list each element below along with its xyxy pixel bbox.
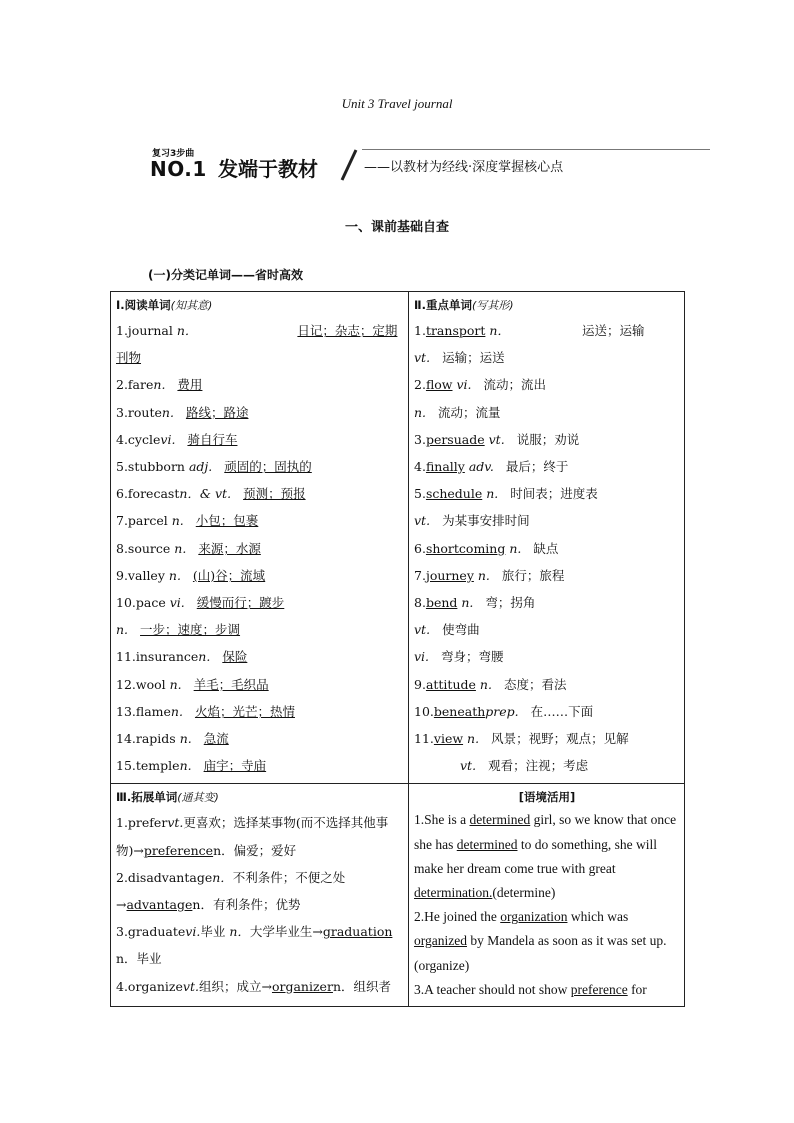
key-words-cell (409, 292, 685, 784)
list-item: vt. 观看；注视；考虑 (460, 758, 589, 774)
list-item: 14.rapids n. 急流 (116, 731, 229, 747)
key-note: (写其形) (471, 299, 514, 312)
reading-list (116, 317, 404, 779)
banner-subtitle: ——以教材为经线·深度掌握核心点 (364, 160, 564, 175)
list-item: 2.faren. 费用 (116, 377, 203, 393)
list-item: 2.flow vi. 流动；流出 (414, 377, 547, 393)
list-item: 4.cyclevi. 骑自行车 (116, 431, 238, 447)
banner-number: NO.1 (150, 157, 207, 181)
extend-header: Ⅲ.拓展单词 (116, 790, 178, 805)
list-item: 6.forecastn．& vt. 预测；预报 (116, 486, 306, 502)
list-item: vt. 使弯曲 (414, 622, 480, 638)
vocab-table (110, 291, 685, 1007)
list-item: 4.organizevt.组织；成立→organizern．组织者 (116, 978, 391, 994)
extend-list (116, 809, 404, 999)
unit-title: Unit 3 Travel journal (341, 96, 453, 111)
list-item: 7.parcel n. 小包；包裹 (116, 513, 259, 529)
list-item: vt. 为某事安排时间 (414, 513, 530, 529)
list-item: 9.valley n. (山)谷；流域 (116, 567, 266, 583)
reading-words-cell (111, 292, 409, 784)
list-item: 9.attitude n. 态度；看法 (414, 676, 567, 692)
banner-small-label: 复习3步曲 (152, 149, 195, 159)
list-item: vi. 弯身；弯腰 (414, 649, 504, 665)
key-header: Ⅱ.重点单词 (414, 298, 472, 312)
extended-words-cell (111, 784, 409, 1007)
section-title: 一、课前基础自查 (344, 220, 449, 235)
list-item: 3.persuade vt. 说服；劝说 (414, 431, 580, 447)
list-item: 8.source n. 来源；水源 (116, 540, 261, 556)
list-item: 3.routen. 路线；路途 (116, 404, 249, 420)
list-item: n. 一步；速度；步调 (116, 622, 241, 638)
list-item: 5.schedule n. 时间表；进度表 (414, 486, 598, 502)
example-sentence-1: 1.She is a determined girl, so we know that once she has determined to do something, she will make her dream come true with great determination.(determine) (414, 812, 677, 901)
list-item: 10.pace vi. 缓慢而行；踱步 (116, 595, 285, 611)
list-item: 11.view n. 风景；视野；观点；见解 (414, 731, 629, 747)
list-item: 10.beneathprep. 在……下面 (414, 703, 594, 719)
list-item: 1.transport n． 运送；运输 (414, 323, 645, 338)
list-item: 1.journal n． 日记；杂志；定期刊物 (116, 323, 398, 366)
list-item: n. 流动；流量 (414, 404, 501, 420)
list-item: 2.disadvantagen．不利条件；不便之处→advantagen．有利条件；优势 (116, 869, 346, 913)
example-sentence-3: 3.A teacher should not show preference for (414, 981, 647, 997)
list-item: vt. 运输；运送 (414, 350, 505, 366)
list-item: 6.shortcoming n. 缺点 (414, 540, 559, 556)
banner-main-title: 发端于教材 (218, 157, 318, 181)
example-sentence-2: 2.He joined the organization which was organized by Mandela as soon as it was set up.(organize) (414, 909, 667, 973)
slash-icon (338, 148, 360, 182)
list-item: 11.insurancen. 保险 (116, 649, 248, 665)
list-item: 3.graduatevi.毕业 n．大学毕业生→graduation n．毕业 (116, 924, 393, 967)
sub-title: (一)分类记单词——省时高效 (148, 268, 303, 282)
banner-rule (362, 149, 710, 150)
list-item: 7.journey n. 旅行；旅程 (414, 567, 565, 583)
section-banner (148, 144, 710, 184)
list-item: 12.wool n. 羊毛；毛织品 (116, 676, 269, 692)
reading-note: (知其意) (170, 299, 213, 312)
list-item: 1.prefervt.更喜欢；选择某事物(而不选择其他事物)→preferencen．偏爱；爱好 (116, 815, 389, 858)
list-item: 4.finally adv. 最后；终于 (414, 459, 569, 475)
reading-header: Ⅰ.阅读单词 (116, 298, 171, 312)
context-header: [语境活用] (518, 790, 576, 805)
list-item: 13.flamen. 火焰；光芒；热情 (116, 703, 295, 719)
list-item: 8.bend n. 弯；拐角 (414, 595, 536, 611)
context-usage-cell (409, 784, 685, 1007)
list-item: 15.templen. 庙宇；寺庙 (116, 758, 267, 774)
extend-note: (通其变) (177, 791, 219, 805)
key-list (414, 317, 680, 779)
list-item: 5.stubborn adj. 顽固的；固执的 (116, 459, 312, 475)
